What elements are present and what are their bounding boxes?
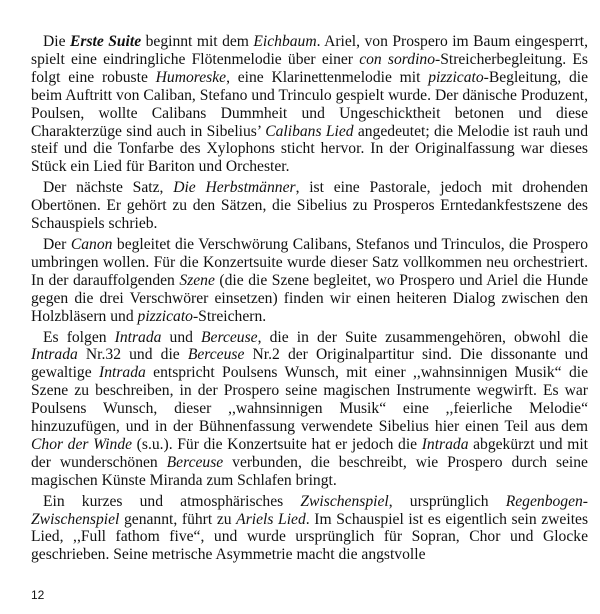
emphasized-text: Ariels Lied xyxy=(236,510,306,528)
emphasized-text: Calibans Lied xyxy=(265,122,354,140)
paragraph-1 xyxy=(31,33,588,176)
emphasized-text: Intrada xyxy=(31,346,78,364)
text-run: beginnt mit dem xyxy=(141,33,254,50)
text-run: , ursprünglich xyxy=(388,492,506,510)
text-run: (die die Szene begleitet, wo Prospero und Ariel die Hunde gegen die drei Verschwörer einsetzen) finden wir einen heiteren Dialog zwischen den Holzbläsern und xyxy=(31,271,588,325)
emphasized-text: con sordino xyxy=(359,50,435,68)
emphasized-text: Berceuse xyxy=(201,328,258,346)
text-run: . Ariel, von Prospero im Baum eingesperrt, spielt eine eindringliche Flötenmelodie über einer xyxy=(31,33,589,68)
text-run: verbunden, die beschreibt, wie Prospero durch seine magischen Künste Miranda zum Schlafen bringt. xyxy=(31,453,588,489)
text-run: -Streichern. xyxy=(192,307,267,325)
emphasized-text: Intrada xyxy=(421,435,469,453)
emphasized-text: Erste Suite xyxy=(69,33,142,50)
paragraph-3 xyxy=(31,236,588,326)
emphasized-text: Zwischenspiel xyxy=(300,492,389,510)
text-run: , eine Klarinettenmelodie mit xyxy=(226,68,429,86)
emphasized-text: Berceuse xyxy=(166,453,224,471)
text-run: Der xyxy=(43,235,71,253)
paragraph-2 xyxy=(31,179,588,233)
text-run: angedeutet; die Melodie ist rauh und steif und die Tonfarbe des Xylophons sticht hervor. In der Originalfassung war dieses Stück ein Lied für Bariton und Orchester. xyxy=(31,122,588,176)
emphasized-text: Regenbogen-Zwischenspiel xyxy=(31,492,588,528)
text-run: -Begleitung, die beim Auftritt von Caliban, Stefano und Trinculo gespielt wurde. Der dänische Produzent, Poulsen, wollte Calibans Dummheit und Ungeschicktheit betonen und diese Charakterzüge sind auch in Sibelius’ xyxy=(31,68,588,140)
emphasized-text: pizzicato xyxy=(428,68,484,86)
emphasized-text: Eichbaum xyxy=(253,33,317,50)
text-run: entspricht Poulsens Wunsch, mit einer ,,wahnsinnigen Musik“ die Szene zu beschreiben, in der Prospero seine magischen Instrumente wegwirft. Es war Poulsens Wunsch, dieser ,,wahnsinnigen Musik“ eine ,,feierliche Melodie“ hinzuzufügen, und in der Bühnenfassung verwendete Sibelius hier einen Teil aus dem xyxy=(31,364,589,436)
text-run: und xyxy=(161,328,202,346)
text-run: -Streicherbegleitung. Es folgt eine robuste xyxy=(31,50,588,86)
text-run: , ist eine Pastorale, jedoch mit drohenden Obertönen. Er gehört zu den Sätzen, die Sibelius zu Prosperos Erntedankfestszene des Schauspiels schrieb. xyxy=(31,179,588,233)
text-run: genannt, führt zu xyxy=(119,510,237,528)
text-run: begleitet die Verschwörung Calibans, Stefanos und Trinculos, die Prospero umbringen wollen. Für die Konzertsuite wurde dieser Satz vollkommen neu orchestriert. In der darauffolgenden xyxy=(31,235,588,289)
text-run: (s.u.). Für die Konzertsuite hat er jedoch die xyxy=(132,435,422,453)
text-run: Es folgen xyxy=(43,328,115,346)
emphasized-text: Die Herbstmänner xyxy=(173,179,296,197)
emphasized-text: Szene xyxy=(179,271,215,289)
emphasized-text: Chor der Winde xyxy=(31,435,133,453)
emphasized-text: Berceuse xyxy=(187,346,245,364)
emphasized-text: Canon xyxy=(70,235,113,253)
text-run: , die in der Suite zusammengehören, obwohl die xyxy=(257,328,588,346)
page-number: 12 xyxy=(31,588,45,602)
emphasized-text: Humoreske xyxy=(155,68,227,86)
text-run: Die xyxy=(43,33,70,50)
text-run: Ein kurzes und atmosphärisches xyxy=(43,492,301,510)
text-body xyxy=(31,33,588,564)
text-run: Nr.32 und die xyxy=(77,346,188,364)
text-run: . Im Schauspiel ist es eigentlich sein zweites Lied, ,,Full fathom five“, und wurde ursprünglich für Sopran, Chor und Glocke geschrieben. Seine metrische Asymmetrie macht die angstvolle xyxy=(31,510,589,564)
paragraph-4 xyxy=(31,329,588,490)
text-run: Nr.2 der Originalpartitur sind. Die dissonante und gewaltige xyxy=(31,346,589,382)
text-run: abgekürzt und mit der wunderschönen xyxy=(31,435,589,471)
emphasized-text: pizzicato xyxy=(137,307,193,325)
emphasized-text: Intrada xyxy=(99,364,146,382)
emphasized-text: Intrada xyxy=(114,328,162,346)
text-run: Der nächste Satz, xyxy=(43,179,174,197)
paragraph-5 xyxy=(31,493,588,565)
